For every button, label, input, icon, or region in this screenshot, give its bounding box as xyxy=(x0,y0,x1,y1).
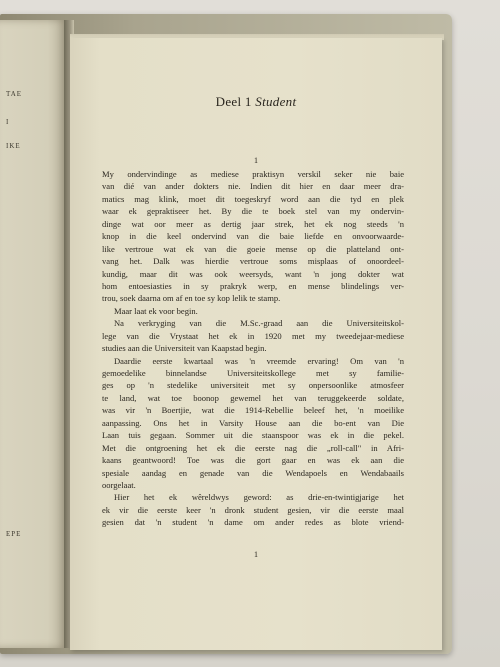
text-line: kundig, maar dit was ook weersyds, want 'n jong dokter wat xyxy=(102,268,404,279)
text-line: matics mag klink, moet dit toegeskryf word aan die tyd en plek xyxy=(102,193,404,204)
text-line: ek vir die eerste keer 'n dronk student gesien, vir die eerste maal xyxy=(102,504,404,515)
left-page-fragment: EPE xyxy=(6,530,22,538)
chapter-prefix: Deel 1 xyxy=(215,94,252,109)
left-page xyxy=(0,20,68,648)
text-line: spesiale aandag en genade van die Wendapoels en Wendabaails xyxy=(102,467,404,478)
page-number: 1 xyxy=(254,550,258,559)
text-line: trou, soek daarna om af en toe sy kop lelik te stamp. xyxy=(102,293,281,304)
text-line: oorgelaat. xyxy=(102,479,136,490)
text-line: van dié van ander dokters nie. Indien dit hier en daar meer dra- xyxy=(102,181,404,192)
text-line: like vertroue wat ek van die goeie mense op die platteland ont- xyxy=(102,243,404,254)
section-number: 1 xyxy=(254,156,258,165)
text-line: vang het. Dalk was hierdie vertroue soms misplaas of onoordeel- xyxy=(102,256,404,267)
text-line: kaans geantwoord! Toe was die gort gaar en was ek aan die xyxy=(102,455,404,466)
text-line: knop in die keel ondervind van die baie liefde en onvoorwaarde- xyxy=(102,231,404,242)
left-page-fragment: I xyxy=(6,118,10,126)
text-line: Na verkryging van die M.Sc.-graad aan die Universiteitskol- xyxy=(114,318,404,329)
text-line: My ondervindinge as mediese praktisyn verskil seker nie baie xyxy=(102,169,404,179)
left-page-fragment: TAE xyxy=(6,90,23,98)
text-line: Maar laat ek voor begin. xyxy=(114,305,198,316)
text-line: gesien dat 'n student 'n dame om ander redes as blote vriend- xyxy=(102,517,404,528)
text-line: gemoedelike binnelandse Universiteitskollege met sy familie- xyxy=(102,368,404,378)
text-line: hom entoesiasties in sy prakryk werp, en mense blindelings ver- xyxy=(102,280,404,291)
text-line: studies aan die Universiteit van Kaapstad begin. xyxy=(102,343,267,354)
body-text xyxy=(102,168,404,529)
chapter-title xyxy=(70,94,442,110)
text-line: Daardie eerste kwartaal was 'n vreemde ervaring! Om van 'n xyxy=(114,355,404,366)
text-line: aanpassing. Ons het in Varsity House aan die bo-ent van Die xyxy=(102,417,404,428)
text-line: Hier het ek wêreldwys geword: as drie-en-twintigjarige het xyxy=(114,492,404,503)
text-line: was vir 'n Boertjie, wat die 1914-Rebellie beleef het, 'n moeilike xyxy=(102,405,404,416)
left-page-fragment: IKE xyxy=(6,142,21,150)
text-line: lege van die Vrystaat het ek in 1920 met my tweedejaar-mediese xyxy=(102,330,404,341)
text-line: Met die ontgroening het ek die eerste nag die „roll-call" in Afri- xyxy=(102,442,404,453)
text-line: waar ek gepraktiseer het. By die te boek stel van my ondervin- xyxy=(102,206,404,217)
text-line: te land, wat toe boonop gewemel het van teruggekeerde soldate, xyxy=(102,392,404,403)
text-line: dinge wat oor meer as dertig jaar strek, het ek nog steeds 'n xyxy=(102,218,404,229)
right-page xyxy=(70,38,442,650)
text-line: Laan tuis gegaan. Sommer uit die staanspoor was ek in die pekel. xyxy=(102,430,404,441)
chapter-name: Student xyxy=(255,94,297,109)
text-line: ges op 'n stedelike universiteit met sy onpersoonlike atmosfeer xyxy=(102,380,404,391)
